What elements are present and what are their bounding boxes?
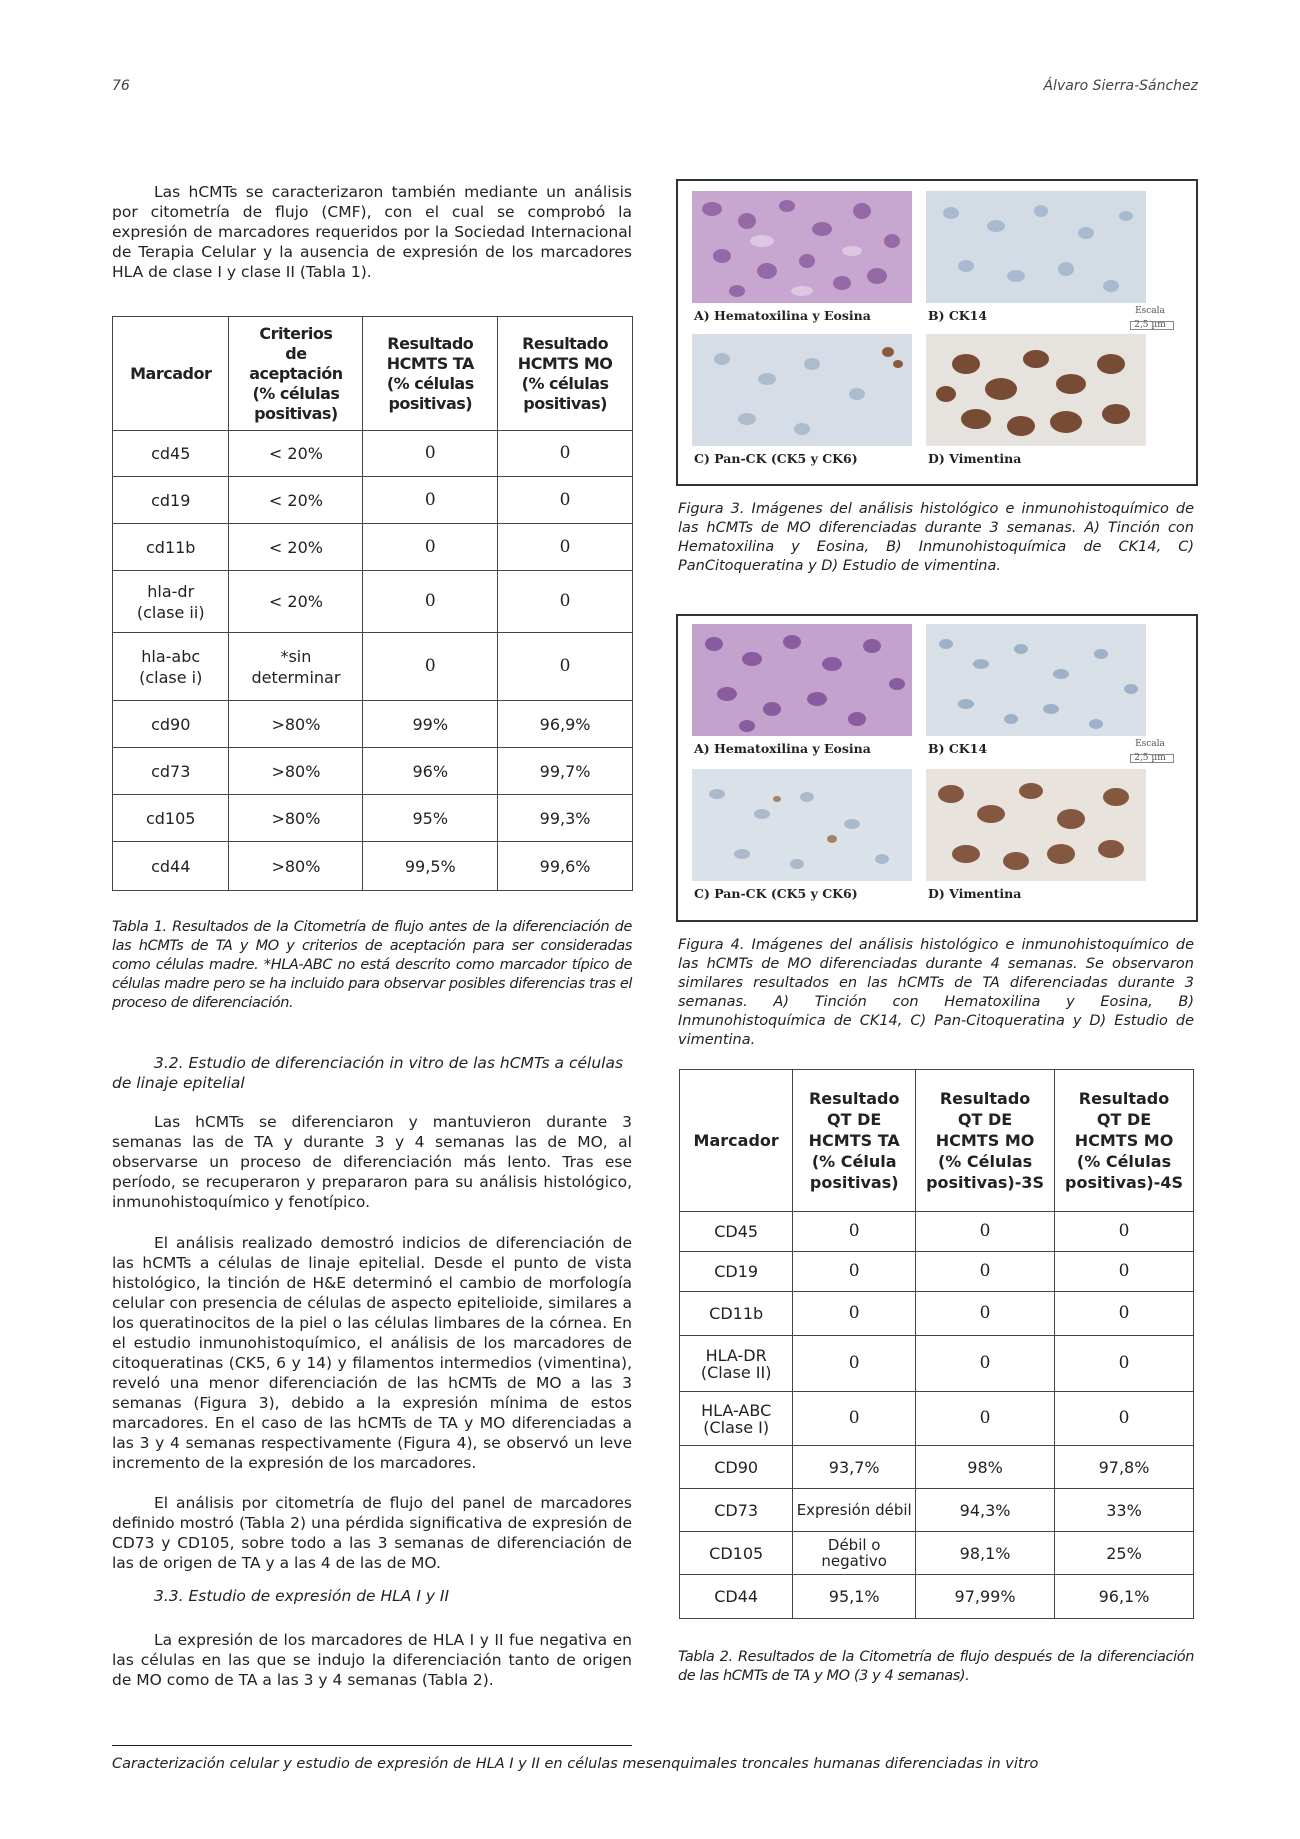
t2-row — [680, 1252, 1194, 1292]
fig4-label-d: D) Vimentina — [928, 886, 1022, 901]
t2-cell: 0 — [1055, 1212, 1194, 1252]
t2-cell: 95,1% — [793, 1575, 916, 1619]
t1-cell: 0 — [363, 571, 498, 633]
t1-header-resultado-ta: Resultado HCMTS TA (% células positivas) — [363, 317, 498, 431]
t1-cell: *sin determinar — [229, 633, 363, 701]
t1-cell: 99,6% — [498, 842, 633, 891]
fig4-panel-a-image — [692, 624, 912, 736]
table-2-header-row — [680, 1070, 1194, 1212]
t2-cell: 0 — [793, 1392, 916, 1446]
t1-header-resultado-mo: Resultado HCMTS MO (% células positivas) — [498, 317, 633, 431]
t1-cell: 0 — [363, 524, 498, 571]
t1-cell: cd45 — [113, 431, 229, 477]
t2-row — [680, 1392, 1194, 1446]
t2-cell: 96,1% — [1055, 1575, 1194, 1619]
t1-cell: cd90 — [113, 701, 229, 748]
t1-cell: >80% — [229, 701, 363, 748]
t2-cell: 97,99% — [916, 1575, 1055, 1619]
t1-row — [113, 701, 633, 748]
t2-cell: 0 — [1055, 1292, 1194, 1336]
t1-cell: hla-abc (clase i) — [113, 633, 229, 701]
page-number: 76 — [112, 78, 130, 94]
t1-cell: 0 — [498, 571, 633, 633]
figure-3 — [676, 179, 1198, 486]
t2-cell: HLA-DR (Clase II) — [680, 1336, 793, 1392]
t2-cell: 93,7% — [793, 1446, 916, 1489]
t2-cell: 0 — [1055, 1336, 1194, 1392]
t1-cell: 0 — [498, 633, 633, 701]
t1-cell: cd11b — [113, 524, 229, 571]
fig4-panel-d-image — [926, 769, 1146, 881]
t2-header-marcador: Marcador — [680, 1070, 793, 1212]
t2-cell: CD44 — [680, 1575, 793, 1619]
fig4-panel-c-image — [692, 769, 912, 881]
t2-cell: 0 — [916, 1252, 1055, 1292]
fig4-label-a: A) Hematoxilina y Eosina — [694, 741, 871, 756]
t1-row — [113, 431, 633, 477]
t1-cell: 0 — [498, 524, 633, 571]
t1-cell: 0 — [363, 633, 498, 701]
t1-cell: < 20% — [229, 571, 363, 633]
t1-row — [113, 842, 633, 891]
t1-cell: 0 — [498, 477, 633, 524]
t2-cell: 97,8% — [1055, 1446, 1194, 1489]
t2-cell: Débil o negativo — [793, 1532, 916, 1575]
t1-header-criterios: Criterios de aceptación (% células positivas) — [229, 317, 363, 431]
table-1-header-row — [113, 317, 633, 431]
fig3-scale-label: Escala — [1135, 306, 1165, 316]
section-3-2-paragraph-2: El análisis realizado demostró indicios de diferenciación de las hCMTs a células de linaje epitelial. Desde el punto de vista histológico, la tinción de H&E determinó el cambio de morfología celular con presencia de células de aspecto epitelioide, similares a los queratinocitos de la piel o las células limbares de la córnea. En el estudio inmunohistoquímico, el análisis de los marcadores de citoqueratinas (CK5, 6 y 14) y filamentos intermedios (vimentina), reveló una menor diferenciación de las hCMTs de MO a las 3 semanas (Figura 3), debido a la expresión mínima de estos marcadores. En el caso de las hCMTs de TA y MO diferenciadas a las 3 y 4 semanas respectivamente (Figura 4), se observó un leve incremento de la expresión de los marcadores. — [112, 1234, 632, 1472]
t2-row — [680, 1292, 1194, 1336]
fig3-label-d: D) Vimentina — [928, 451, 1022, 466]
fig3-panel-a-image — [692, 191, 912, 303]
t2-cell: Expresión débil — [793, 1489, 916, 1532]
t2-cell: 0 — [916, 1292, 1055, 1336]
t2-cell: 0 — [1055, 1392, 1194, 1446]
fig4-panck-micrograph — [692, 769, 912, 881]
t2-row — [680, 1489, 1194, 1532]
t1-cell: 95% — [363, 795, 498, 842]
t1-cell: 0 — [363, 431, 498, 477]
t2-cell: CD11b — [680, 1292, 793, 1336]
table-1-caption: Tabla 1. Resultados de la Citometría de flujo antes de la diferenciación de las hCMTs de TA y MO y criterios de aceptación para ser consideradas como células madre. *HLA-ABC no está descrito como marcador típico de células madre pero se ha incluido para observar posibles diferencias tras el proceso de diferenciación. — [112, 919, 632, 1011]
footer-rule — [112, 1745, 632, 1746]
t1-row — [113, 477, 633, 524]
t2-cell: 0 — [793, 1292, 916, 1336]
t2-cell: CD105 — [680, 1532, 793, 1575]
fig3-vimentina-micrograph — [926, 334, 1146, 446]
intro-paragraph: Las hCMTs se caracterizaron también mediante un análisis por citometría de flujo (CMF), con el cual se comprobó la expresión de marcadores requeridos por la Sociedad Internacional de Terapia Celular y la ausencia de expresión de los marcadores HLA de clase I y clase II (Tabla 1). — [112, 183, 632, 281]
t2-cell: CD90 — [680, 1446, 793, 1489]
table-1 — [112, 316, 633, 891]
fig4-scale-value: 2,5 µm — [1134, 753, 1166, 763]
t2-header-resultado-ta: Resultado QT DE HCMTS TA (% Célula positivas) — [793, 1070, 916, 1212]
fig3-label-c: C) Pan-CK (CK5 y CK6) — [694, 451, 858, 466]
t2-cell: 0 — [916, 1212, 1055, 1252]
t2-row — [680, 1212, 1194, 1252]
t2-header-resultado-mo-4s: Resultado QT DE HCMTS MO (% Células positivas)-4S — [1055, 1070, 1194, 1212]
t1-row — [113, 571, 633, 633]
fig3-label-b: B) CK14 — [928, 308, 988, 323]
fig3-scale-value: 2,5 µm — [1134, 320, 1166, 330]
fig3-label-a: A) Hematoxilina y Eosina — [694, 308, 871, 323]
figure-4-caption: Figura 4. Imágenes del análisis histológico e inmunohistoquímico de las hCMTs de MO diferenciadas durante 4 semanas. Se observaron similares resultados en las hCMTs de TA diferenciadas durante 3 semanas. A) Tinción con Hematoxilina y Eosina, B) Inmunohistoquímica de CK14, C) Pan-Citoqueratina y D) Estudio de vimentina. — [678, 937, 1194, 1048]
t2-row — [680, 1532, 1194, 1575]
t1-cell: >80% — [229, 795, 363, 842]
fig3-ck14-micrograph — [926, 191, 1146, 303]
t1-cell: < 20% — [229, 477, 363, 524]
table-2 — [679, 1069, 1194, 1619]
fig3-panck-micrograph — [692, 334, 912, 446]
running-author: Álvaro Sierra-Sánchez — [1043, 78, 1198, 94]
t2-cell: CD19 — [680, 1252, 793, 1292]
t1-cell: >80% — [229, 748, 363, 795]
fig4-scale-label: Escala — [1135, 739, 1165, 749]
t1-cell: >80% — [229, 842, 363, 891]
t1-cell: 0 — [363, 477, 498, 524]
fig3-panel-d-image — [926, 334, 1146, 446]
t2-cell: 98% — [916, 1446, 1055, 1489]
t2-row — [680, 1336, 1194, 1392]
t2-cell: 94,3% — [916, 1489, 1055, 1532]
fig4-panel-b-image — [926, 624, 1146, 736]
t1-cell: 0 — [498, 431, 633, 477]
t1-row — [113, 795, 633, 842]
t1-cell: 99,7% — [498, 748, 633, 795]
section-3-2-title: 3.2. Estudio de diferenciación in vitro de las hCMTs a células de linaje epitelial — [112, 1054, 624, 1092]
t2-cell: 0 — [1055, 1252, 1194, 1292]
t2-cell: 0 — [916, 1392, 1055, 1446]
section-3-2-paragraph-1: Las hCMTs se diferenciaron y mantuvieron durante 3 semanas las de TA y durante 3 y 4 semanas las de MO, al observarse un proceso de diferenciación más lento. Tras ese período, se recuperaron y prepararon para su análisis histológico, inmunohistoquímico y fenotípico. — [112, 1113, 632, 1211]
t2-cell: 98,1% — [916, 1532, 1055, 1575]
t2-cell: 0 — [793, 1336, 916, 1392]
t1-cell: 99% — [363, 701, 498, 748]
t1-cell: hla-dr (clase ii) — [113, 571, 229, 633]
t2-cell: 33% — [1055, 1489, 1194, 1532]
t2-cell: CD45 — [680, 1212, 793, 1252]
fig3-he-micrograph — [692, 191, 912, 303]
figure-3-caption: Figura 3. Imágenes del análisis histológico e inmunohistoquímico de las hCMTs de MO diferenciadas durante 3 semanas. A) Tinción con Hematoxilina y Eosina, B) Inmunohistoquímica de CK14, C) PanCitoqueratina y D) Estudio de vimentina. — [678, 501, 1194, 574]
t2-header-resultado-mo-3s: Resultado QT DE HCMTS MO (% Células positivas)-3S — [916, 1070, 1055, 1212]
t1-cell: cd44 — [113, 842, 229, 891]
t1-row — [113, 524, 633, 571]
t1-row — [113, 748, 633, 795]
fig4-ck14-micrograph — [926, 624, 1146, 736]
fig4-label-b: B) CK14 — [928, 741, 988, 756]
section-3-3-title: 3.3. Estudio de expresión de HLA I y II — [154, 1587, 450, 1605]
t2-cell: HLA-ABC (Clase I) — [680, 1392, 793, 1446]
fig3-panel-b-image — [926, 191, 1146, 303]
section-3-2-paragraph-3: El análisis por citometría de flujo del panel de marcadores definido mostró (Tabla 2) una pérdida significativa de expresión de CD73 y CD105, sobre todo a las 3 semanas de diferenciación de las de origen de TA y a las 4 de las de MO. — [112, 1494, 632, 1572]
running-footer: Caracterización celular y estudio de expresión de HLA I y II en células mesenquimales troncales humanas diferenciadas in vitro — [112, 1756, 1039, 1772]
fig4-vimentina-micrograph — [926, 769, 1146, 881]
fig4-label-c: C) Pan-CK (CK5 y CK6) — [694, 886, 858, 901]
t2-cell: 0 — [793, 1252, 916, 1292]
t1-header-marcador: Marcador — [113, 317, 229, 431]
fig3-panel-c-image — [692, 334, 912, 446]
t1-cell: < 20% — [229, 524, 363, 571]
t1-cell: cd19 — [113, 477, 229, 524]
t2-cell: 0 — [916, 1336, 1055, 1392]
t2-row — [680, 1446, 1194, 1489]
section-3-3-paragraph-1: La expresión de los marcadores de HLA I y II fue negativa en las células en las que se indujo la diferenciación tanto de origen de MO como de TA a las 3 y 4 semanas (Tabla 2). — [112, 1631, 632, 1689]
t2-cell: 25% — [1055, 1532, 1194, 1575]
t1-cell: cd73 — [113, 748, 229, 795]
t1-cell: 96,9% — [498, 701, 633, 748]
t1-cell: cd105 — [113, 795, 229, 842]
t1-cell: 99,5% — [363, 842, 498, 891]
t1-cell: 99,3% — [498, 795, 633, 842]
table-2-caption: Tabla 2. Resultados de la Citometría de flujo después de la diferenciación de las hCMTs de TA y MO (3 y 4 semanas). — [678, 1649, 1194, 1684]
fig4-he-micrograph — [692, 624, 912, 736]
t1-row — [113, 633, 633, 701]
figure-4 — [676, 614, 1198, 922]
t1-cell: < 20% — [229, 431, 363, 477]
t1-cell: 96% — [363, 748, 498, 795]
t2-cell: 0 — [793, 1212, 916, 1252]
t2-row — [680, 1575, 1194, 1619]
t2-cell: CD73 — [680, 1489, 793, 1532]
